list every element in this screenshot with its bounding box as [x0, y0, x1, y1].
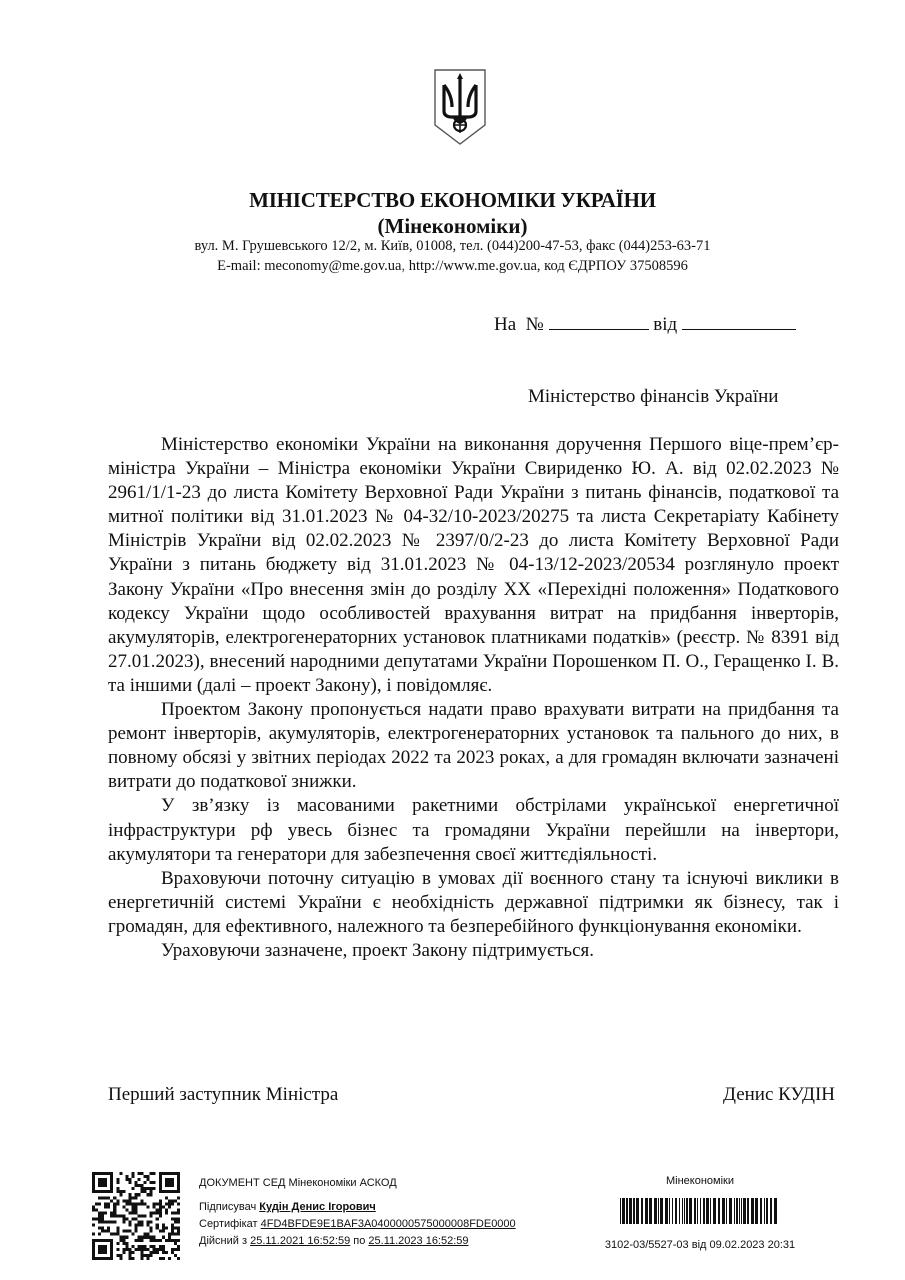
body-paragraph: Проектом Закону пропонується надати право врахувати витрати на придбання та ремонт інверторів, акумуляторів, електрогенераторних установок та пального до них, в повному обсязі у звітних періодах 2022 та 2023 роках, а для громадян включати зазначені витрати до податкової знижки. [108, 699, 839, 793]
certificate-row [199, 1216, 516, 1233]
signer-full-name: Кудін Денис Ігорович [259, 1201, 376, 1213]
body-paragraph: Міністерство економіки України на виконання доручення Першого віце-прем’єр-міністра України – Міністра економіки України Свириденко Ю. А. від 02.02.2023 № 2961/1/1-23 до листа Комітету Верховної Ради України з питань фінансів, податкової та митної політики від 31.01.2023 № 04-32/10-2023/20275 та листа Секретаріату Кабінету Міністрів України від 02.02.2023 № 2397/0/2-23 до листа Комітету Верховної Ради України з питань бюджету від 31.01.2023 № 04-13/12-2023/20534 розглянуло проект Закону України «Про внесення змін до розділу XX «Перехідні положення» Податкового кодексу України щодо особливостей врахування витрат на придбання інверторів, акумуляторів, електрогенераторних установок платниками податків» (реєстр. № 8391 від 27.01.2023), внесений народними депутатами України Порошенком П. О., Геращенко І. В. та іншими (далі – проект Закону), і повідомляє. [108, 434, 839, 696]
ministry-address: вул. М. Грушевського 12/2, м. Київ, 01008, тел. (044)200-47-53, факс (044)253-63-71 [194, 238, 711, 254]
email-separator-link[interactable]: , [401, 258, 406, 274]
body-paragraph: Ураховуючи зазначене, проект Закону підтримується. [161, 939, 595, 961]
registration-number: 3102-03/5527-03 від 09.02.2023 20:31 [604, 1239, 796, 1251]
reference-line [494, 313, 796, 336]
trident-emblem-icon [432, 67, 488, 147]
edoc-stamp [199, 1175, 516, 1250]
ministry-name: МІНІСТЕРСТВО ЕКОНОМІКИ УКРАЇНИ [249, 188, 656, 212]
validity-row [199, 1233, 516, 1250]
valid-to: 25.11.2023 16:52:59 [368, 1235, 469, 1247]
body-paragraph: Враховуючи поточну ситуацію в умовах дії воєнного стану та існуючі виклики в енергетичній системі України є необхідність державної підтримки як бізнесу, так і громадян, для ефективного, належного та безперебійного функціонування економіки. [108, 867, 839, 937]
body-paragraph: У зв’язку із масованими ракетними обстрілами української енергетичної інфраструктури рф увесь бізнес та громадяни України перейшли на інвертори, акумулятори та генератори для забезпечення своєї життєдіяльності. [108, 795, 839, 865]
website-and-code: http://www.me.gov.ua, код ЄДРПОУ 37508596 [405, 258, 688, 274]
valid-to-label: по [353, 1235, 366, 1247]
recipient: Міністерство фінансів України [528, 386, 779, 407]
ref-number-blank [549, 313, 649, 330]
certificate-value: 4FD4BFDE9E1BAF3A0400000575000008FDE0000 [260, 1218, 516, 1230]
ref-date-label: від [653, 314, 678, 335]
edoc-title: ДОКУМЕНТ СЕД Мінекономіки АСКОД [199, 1177, 397, 1189]
certificate-label: Сертифікат [199, 1218, 258, 1230]
signer-row [199, 1199, 516, 1216]
email-text: E-mail: meconomy@me.gov.ua [217, 258, 402, 274]
registration-org: Мінекономіки [665, 1175, 734, 1187]
qr-code-icon [92, 1172, 180, 1260]
ministry-contacts [0, 258, 905, 275]
signer-name: Денис КУДІН [723, 1084, 835, 1105]
ref-prefix: На № [494, 314, 544, 335]
signer-title: Перший заступник Міністра [108, 1084, 339, 1105]
ministry-short-name: (Мінекономіки) [377, 214, 528, 238]
valid-from-label: Дійсний з [199, 1235, 248, 1247]
valid-from: 25.11.2021 16:52:59 [250, 1235, 351, 1247]
signer-label: Підписувач [199, 1201, 257, 1213]
ref-date-blank [682, 313, 796, 330]
letter-body [108, 433, 839, 963]
barcode-icon [620, 1198, 780, 1224]
